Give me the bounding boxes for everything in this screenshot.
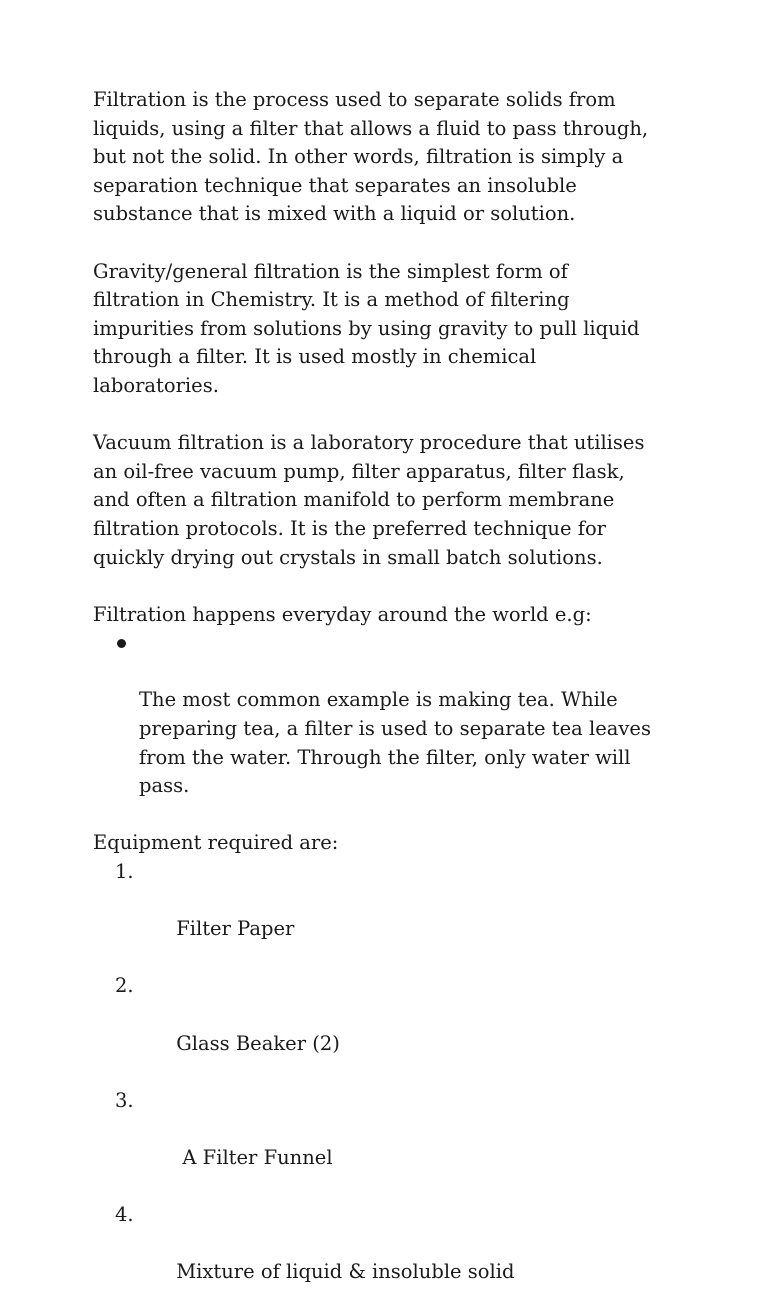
examples-list xyxy=(93,629,683,801)
equipment-text: A Filter Funnel xyxy=(176,1145,333,1169)
list-number: 4. xyxy=(115,1203,134,1227)
equipment-list xyxy=(93,858,683,1316)
example-text: The most common example is making tea. While preparing tea, a filter is used to separate tea leaves from the water. Through the filter, only water will pass. xyxy=(139,688,651,798)
paragraph-gravity-filtration: Gravity/general filtration is the simplest form of filtration in Chemistry. It is a method of filtering impurities from solutions by using gravity to pull liquid through a filter. It is used mostly in chemical laboratories. xyxy=(93,259,640,397)
list-item xyxy=(93,1201,683,1315)
list-item xyxy=(93,972,683,1086)
list-number: 1. xyxy=(115,860,134,884)
document-page xyxy=(93,86,683,1316)
list-number: 2. xyxy=(115,974,134,998)
bullet-icon xyxy=(117,639,126,648)
equipment-intro: Equipment required are: xyxy=(93,831,339,855)
list-number: 3. xyxy=(115,1088,134,1112)
examples-intro: Filtration happens everyday around the world e.g: xyxy=(93,602,592,626)
equipment-text: Mixture of liquid & insoluble solid xyxy=(176,1260,515,1284)
list-item xyxy=(93,1087,683,1201)
paragraph-filtration-definition: Filtration is the process used to separate solids from liquids, using a filter that allows a fluid to pass through, but not the solid. In other words, filtration is simply a separation technique that separates an insoluble substance that is mixed with a liquid or solution. xyxy=(93,88,649,226)
paragraph-vacuum-filtration: Vacuum filtration is a laboratory procedure that utilises an oil-free vacuum pump, filter apparatus, filter flask, and often a filtration manifold to perform membrane filtration protocols. It is the preferred technique for quickly drying out crystals in small batch solutions. xyxy=(93,431,645,569)
equipment-text: Glass Beaker (2) xyxy=(176,1031,340,1055)
list-item xyxy=(93,858,683,972)
equipment-text: Filter Paper xyxy=(176,917,295,941)
list-item xyxy=(93,629,683,801)
